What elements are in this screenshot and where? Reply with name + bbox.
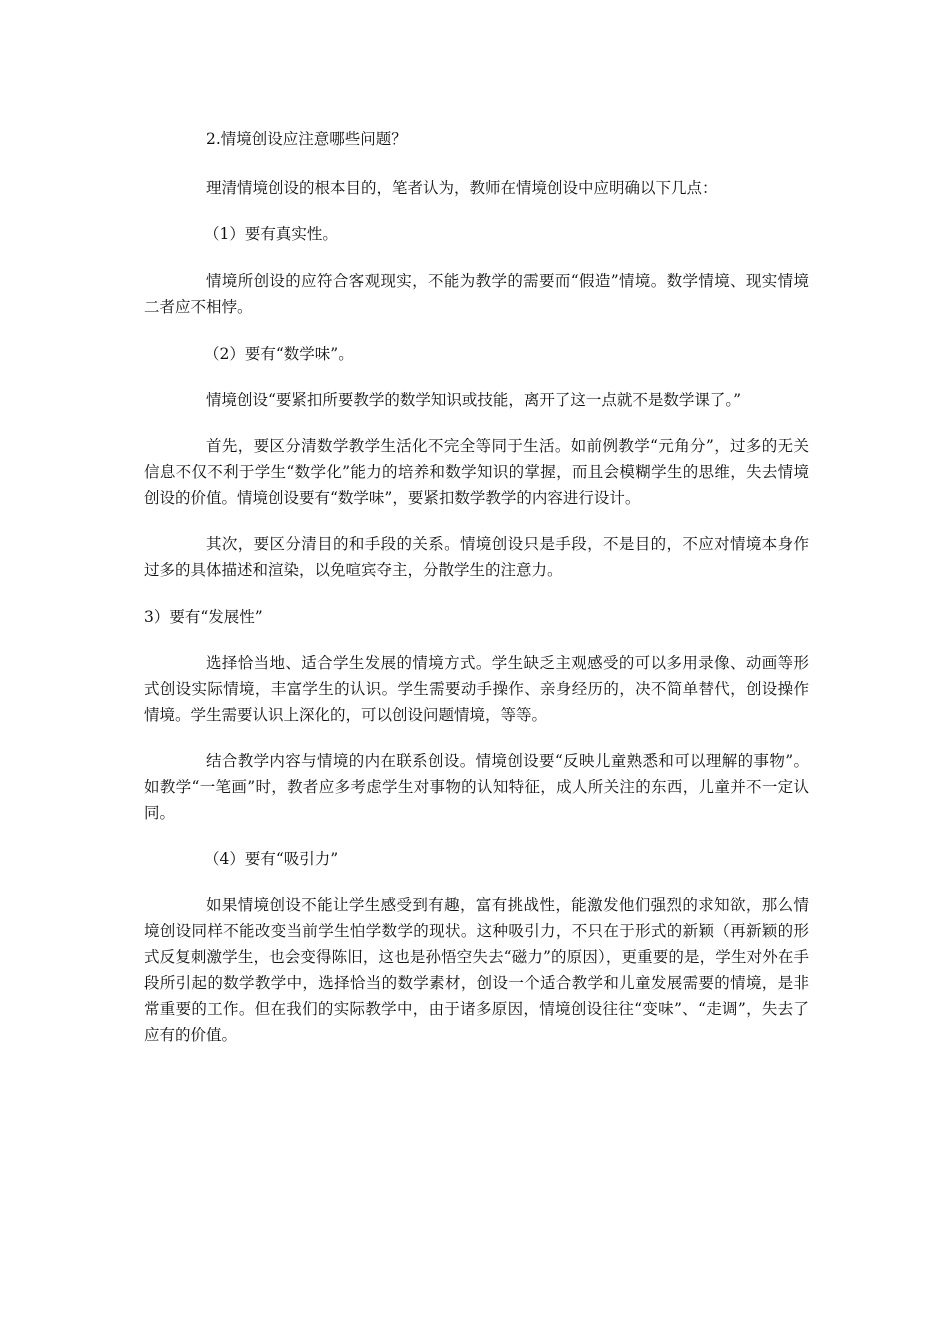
section-heading: 2.情境创设应注意哪些问题？ <box>206 130 407 148</box>
paragraph-development-methods: 选择恰当地、适合学生发展的情境方式。学生缺乏主观感受的可以多用录像、动画等形式创设实际情境，丰富学生的认识。学生需要动手操作、亲身经历的，决不简单替代，创设操作情境。学生需要认识上深化的，可以创设问题情境，等等。 <box>144 654 809 724</box>
paragraph-development-content: 结合教学内容与情境的内在联系创设。情境创设要“反映儿童熟悉和可以理解的事物”。如教学“一笔画”时，教者应多考虑学生对事物的认知特征，成人所关注的东西，儿童并不一定认同。 <box>144 752 809 822</box>
paragraph-authenticity: 情境所创设的应符合客观现实，不能为教学的需要而“假造”情境。数学情境、现实情境二者应不相悖。 <box>144 272 809 316</box>
subheading-math-flavor: （2）要有“数学味”。 <box>204 345 354 363</box>
subheading-attraction: （4）要有“吸引力” <box>204 850 339 868</box>
subheading-development: 3）要有“发展性” <box>144 608 263 626</box>
paragraph-second-point: 其次，要区分清目的和手段的关系。情境创设只是手段，不是目的，不应对情境本身作过多的具体描述和渲染，以免喧宾夺主，分散学生的注意力。 <box>144 535 809 579</box>
paragraph-first-point: 首先，要区分清数学教学生活化不完全等同于生活。如前例教学“元角分”，过多的无关信息不仅不利于学生“数学化”能力的培养和数学知识的掌握，而且会模糊学生的思维，失去情境创设的价值。情境创设要有“数学味”，要紧扣数学教学的内容进行设计。 <box>144 437 809 507</box>
intro-paragraph: 理清情境创设的根本目的，笔者认为，教师在情境创设中应明确以下几点： <box>206 179 718 197</box>
subheading-authenticity: （1）要有真实性。 <box>204 225 338 243</box>
paragraph-math-flavor-quote: 情境创设“要紧扣所要教学的数学知识或技能，离开了这一点就不是数学课了。” <box>206 391 742 409</box>
paragraph-attraction: 如果情境创设不能让学生感受到有趣，富有挑战性，能激发他们强烈的求知欲，那么情境创设同样不能改变当前学生怕学数学的现状。这种吸引力，不只在于形式的新颖（再新颖的形式反复刺激学生，也会变得陈旧，这也是孙悟空失去“磁力”的原因），更重要的是，学生对外在手段所引起的数学教学中，选择恰当的数学素材，创设一个适合教学和儿童发展需要的情境，是非常重要的工作。但在我们的实际教学中，由于诸多原因，情境创设往往“变味”、“走调”，失去了应有的价值。 <box>144 896 809 1044</box>
